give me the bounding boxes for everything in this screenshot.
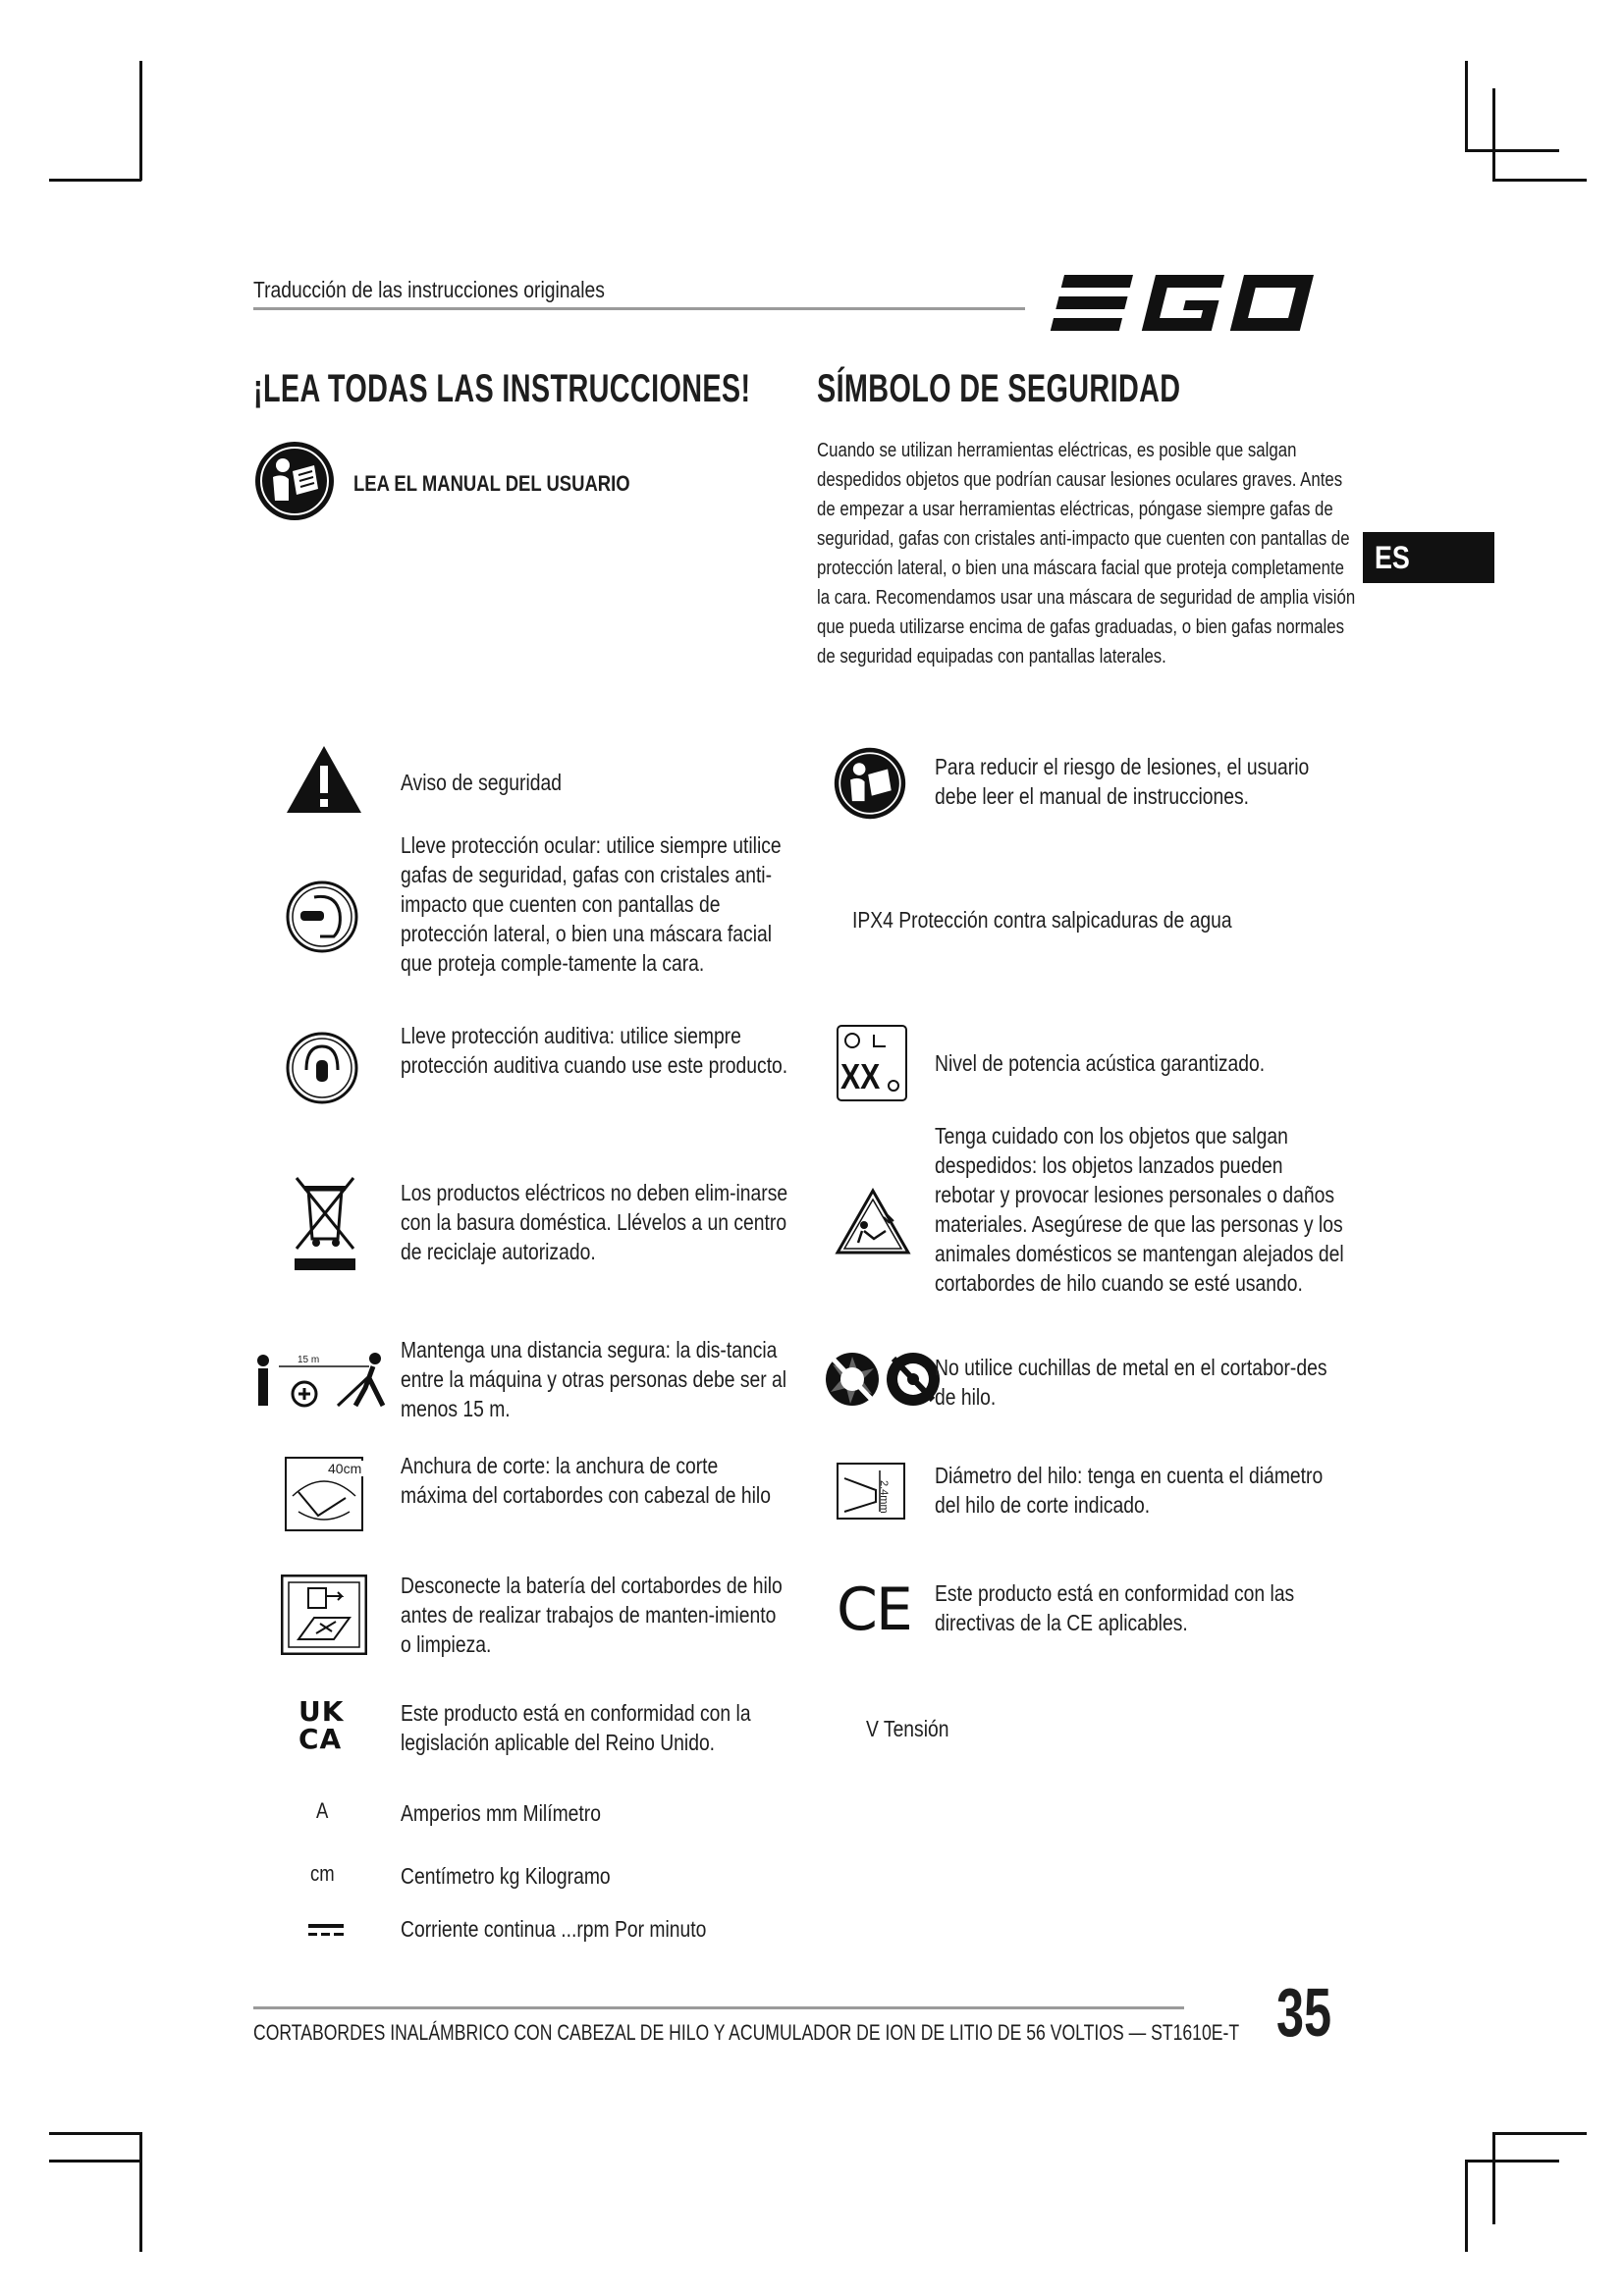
unit-text: Centímetro kg Kilogramo [401, 1863, 611, 1889]
symbol-text: Los productos eléctricos no deben elim-inarse con la basura doméstica. Llévelos a un centro de reciclaje autorizado. [401, 1180, 788, 1264]
symbol-text: Anchura de corte: la anchura de corte máxima del cortabordes con cabezal de hilo [401, 1453, 771, 1508]
footer-text: CORTABORDES INALÁMBRICO CON CABEZAL DE HILO Y ACUMULADOR DE ION DE LITIO DE 56 VOLTIOS — ST1610E-T [253, 2020, 1240, 2045]
crop-mark [49, 179, 141, 182]
symbol-text: IPX4 Protección contra salpicaduras de agua [852, 907, 1232, 933]
left-heading: ¡LEA TODAS LAS INSTRUCCIONES! [253, 367, 751, 410]
unit-symbol: A [316, 1798, 329, 1823]
unit-symbol: cm [310, 1861, 335, 1886]
right-heading: SÍMBOLO DE SEGURIDAD [817, 367, 1181, 410]
symbol-text: Este producto está en conformidad con las directivas de la CE aplicables. [935, 1580, 1295, 1635]
crop-mark [1465, 2160, 1559, 2163]
crop-mark [139, 61, 142, 181]
ce-mark-icon: CE [837, 1575, 911, 1644]
header-rule [253, 307, 1025, 310]
ear-protection-icon [285, 1031, 359, 1110]
crop-mark [49, 2160, 141, 2163]
symbol-text: No utilice cuchillas de metal en el cortabor-des de hilo. [935, 1355, 1327, 1410]
unit-text: Corriente continua ...rpm Por minuto [401, 1916, 707, 1942]
symbol-text: Mantenga una distancia segura: la dis-tancia entre la máquina y otras personas debe ser al menos 15 m. [401, 1337, 787, 1421]
line-diameter-icon [837, 1463, 905, 1524]
intro-paragraph: Cuando se utilizan herramientas eléctricas, es posible que salgan despedidos objetos que podrían causar lesiones oculares graves. Antes de empezar a usar herramientas eléctricas, póngase siempre gafas de seguridad, gafas con cristales anti-impacto que cuenten con pantallas de protección lateral, o bien una máscara facial que proteja completamente la cara. Recomendamos usar una máscara de seguridad de amplia visión que pueda utilizarse encima de gafas graduadas, o bien gafas normales de seguridad equipadas con pantallas laterales. [817, 440, 1356, 667]
footer-rule [253, 2006, 1184, 2009]
warning-triangle-icon [285, 744, 363, 820]
crop-mark [139, 2132, 142, 2252]
ukca-mark-icon: UK CA [298, 1695, 345, 1755]
line-diameter-label: 2.4mm [878, 1480, 890, 1514]
dc-current-icon [308, 1922, 344, 1943]
language-tab: ES [1363, 532, 1494, 583]
thrown-objects-icon [835, 1188, 911, 1261]
ego-logo [1045, 267, 1351, 343]
read-manual-icon [833, 746, 907, 826]
crop-mark [1465, 61, 1468, 151]
symbol-text: Aviso de seguridad [401, 770, 562, 795]
symbol-text: Para reducir el riesgo de lesiones, el usuario debe leer el manual de instrucciones. [935, 754, 1310, 809]
unit-text: Amperios mm Milímetro [401, 1800, 601, 1826]
crop-mark [1492, 2132, 1587, 2135]
crop-mark [1492, 179, 1587, 182]
read-manual-icon [253, 440, 336, 527]
symbol-text: Diámetro del hilo: tenga en cuenta el diámetro del hilo de corte indicado. [935, 1463, 1324, 1518]
symbol-text: Este producto está en conformidad con la legislación aplicable del Reino Unido. [401, 1700, 751, 1755]
crop-mark [1492, 2132, 1495, 2224]
read-manual-label: LEA EL MANUAL DEL USUARIO [353, 471, 630, 496]
crop-mark [49, 2132, 141, 2135]
no-metal-blades-icon [823, 1349, 945, 1415]
symbol-text: V Tensión [866, 1716, 949, 1741]
page-number: 35 [1276, 1974, 1332, 2051]
symbol-text: Desconecte la batería del cortabordes de hilo antes de realizar trabajos de manten-imiento o limpieza. [401, 1573, 783, 1657]
weee-bin-icon [291, 1174, 359, 1277]
distance-label: 15 m [295, 1355, 322, 1365]
symbol-text: Nivel de potencia acústica garantizado. [935, 1050, 1266, 1076]
symbol-text: Tenga cuidado con los objetos que salgan despedidos: los objetos lanzados pueden rebotar y provocar lesiones personales o daños materiales. Asegúrese de que las personas y los animales domésticos se mantengan alejados del cortabordes de hilo cuando se esté usando. [935, 1123, 1344, 1296]
eye-protection-icon [285, 880, 359, 959]
crop-mark [1465, 2160, 1468, 2252]
symbol-text: Lleve protección ocular: utilice siempre utilice gafas de seguridad, gafas con cristales anti-impacto que cuenten con pantallas de protección lateral, o bien una máscara facial que proteja comple-tamente la cara. [401, 832, 782, 976]
cutting-width-label: 40cm [328, 1461, 362, 1476]
symbol-text: Lleve protección auditiva: utilice siempre protección auditiva cuando use este producto. [401, 1023, 788, 1078]
crop-mark [1492, 88, 1495, 182]
sound-power-mark: XX [840, 1056, 881, 1096]
disconnect-battery-icon [281, 1575, 367, 1660]
header-subtitle: Traducción de las instrucciones originales [253, 277, 605, 302]
safe-distance-icon [253, 1349, 393, 1415]
crop-mark [1465, 149, 1559, 152]
